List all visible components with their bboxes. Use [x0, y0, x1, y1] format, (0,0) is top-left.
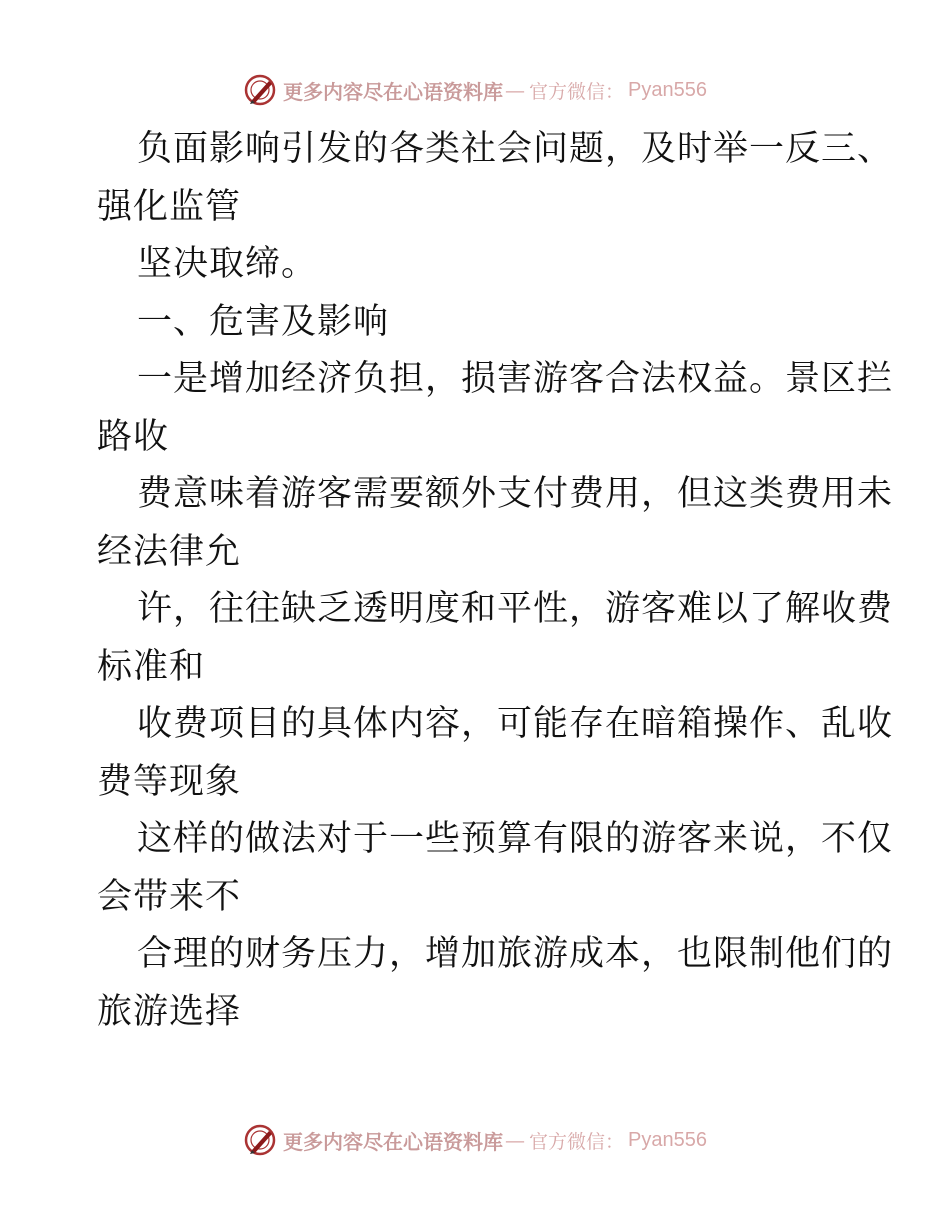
pen-logo-icon: [243, 73, 277, 107]
section-heading: [97, 294, 857, 352]
paragraph-line: 会带来不: [97, 876, 242, 917]
pen-logo-icon: [243, 1123, 277, 1157]
paragraph-line: 一是增加经济负担，损害游客合法权益。景区拦: [137, 359, 894, 399]
paragraph: [97, 121, 894, 236]
watermark-dash: —: [505, 78, 525, 102]
heading-text: 一、危害及影响: [137, 301, 390, 342]
paragraph-line: 许，往往缺乏透明度和平性，游客难以了解收费: [137, 589, 894, 629]
paragraph-line: 合理的财务压力，增加旅游成本，也限制他们的: [137, 934, 894, 974]
paragraph-line: 负面影响引发的各类社会问题，及时举一反三、: [137, 129, 894, 169]
paragraph-line: 标准和: [97, 646, 206, 687]
footer-watermark: [0, 1120, 950, 1160]
watermark-dash: —: [505, 1128, 525, 1152]
paragraph: [97, 696, 894, 811]
paragraph-line: 这样的做法对于一些预算有限的游客来说，不仅: [137, 819, 894, 859]
header-watermark: [0, 70, 950, 110]
watermark-brand-text: 更多内容尽在心语资料库: [283, 79, 503, 104]
paragraph: [97, 236, 857, 294]
watermark-wechat-id: Pyan556: [628, 1128, 707, 1151]
paragraph-line: 坚决取缔。: [137, 244, 318, 284]
paragraph: [97, 351, 894, 466]
paragraph-line: 强化监管: [97, 186, 242, 227]
watermark-official-label: 官方微信：: [529, 80, 625, 103]
watermark-brand-text: 更多内容尽在心语资料库: [283, 1129, 503, 1154]
document-body: [97, 121, 894, 1041]
paragraph: [97, 926, 894, 1041]
paragraph-line: 费等现象: [97, 761, 242, 802]
paragraph-line: 费意味着游客需要额外支付费用，但这类费用未: [137, 474, 894, 514]
watermark-official-label: 官方微信：: [529, 1130, 625, 1153]
paragraph-line: 收费项目的具体内容，可能存在暗箱操作、乱收: [137, 704, 894, 744]
paragraph-line: 经法律允: [97, 531, 242, 572]
paragraph: [97, 811, 894, 926]
paragraph: [97, 466, 894, 581]
watermark-wechat-id: Pyan556: [628, 78, 707, 101]
paragraph: [97, 581, 894, 696]
paragraph-line: 旅游选择: [97, 991, 242, 1032]
paragraph-line: 路收: [97, 416, 170, 457]
